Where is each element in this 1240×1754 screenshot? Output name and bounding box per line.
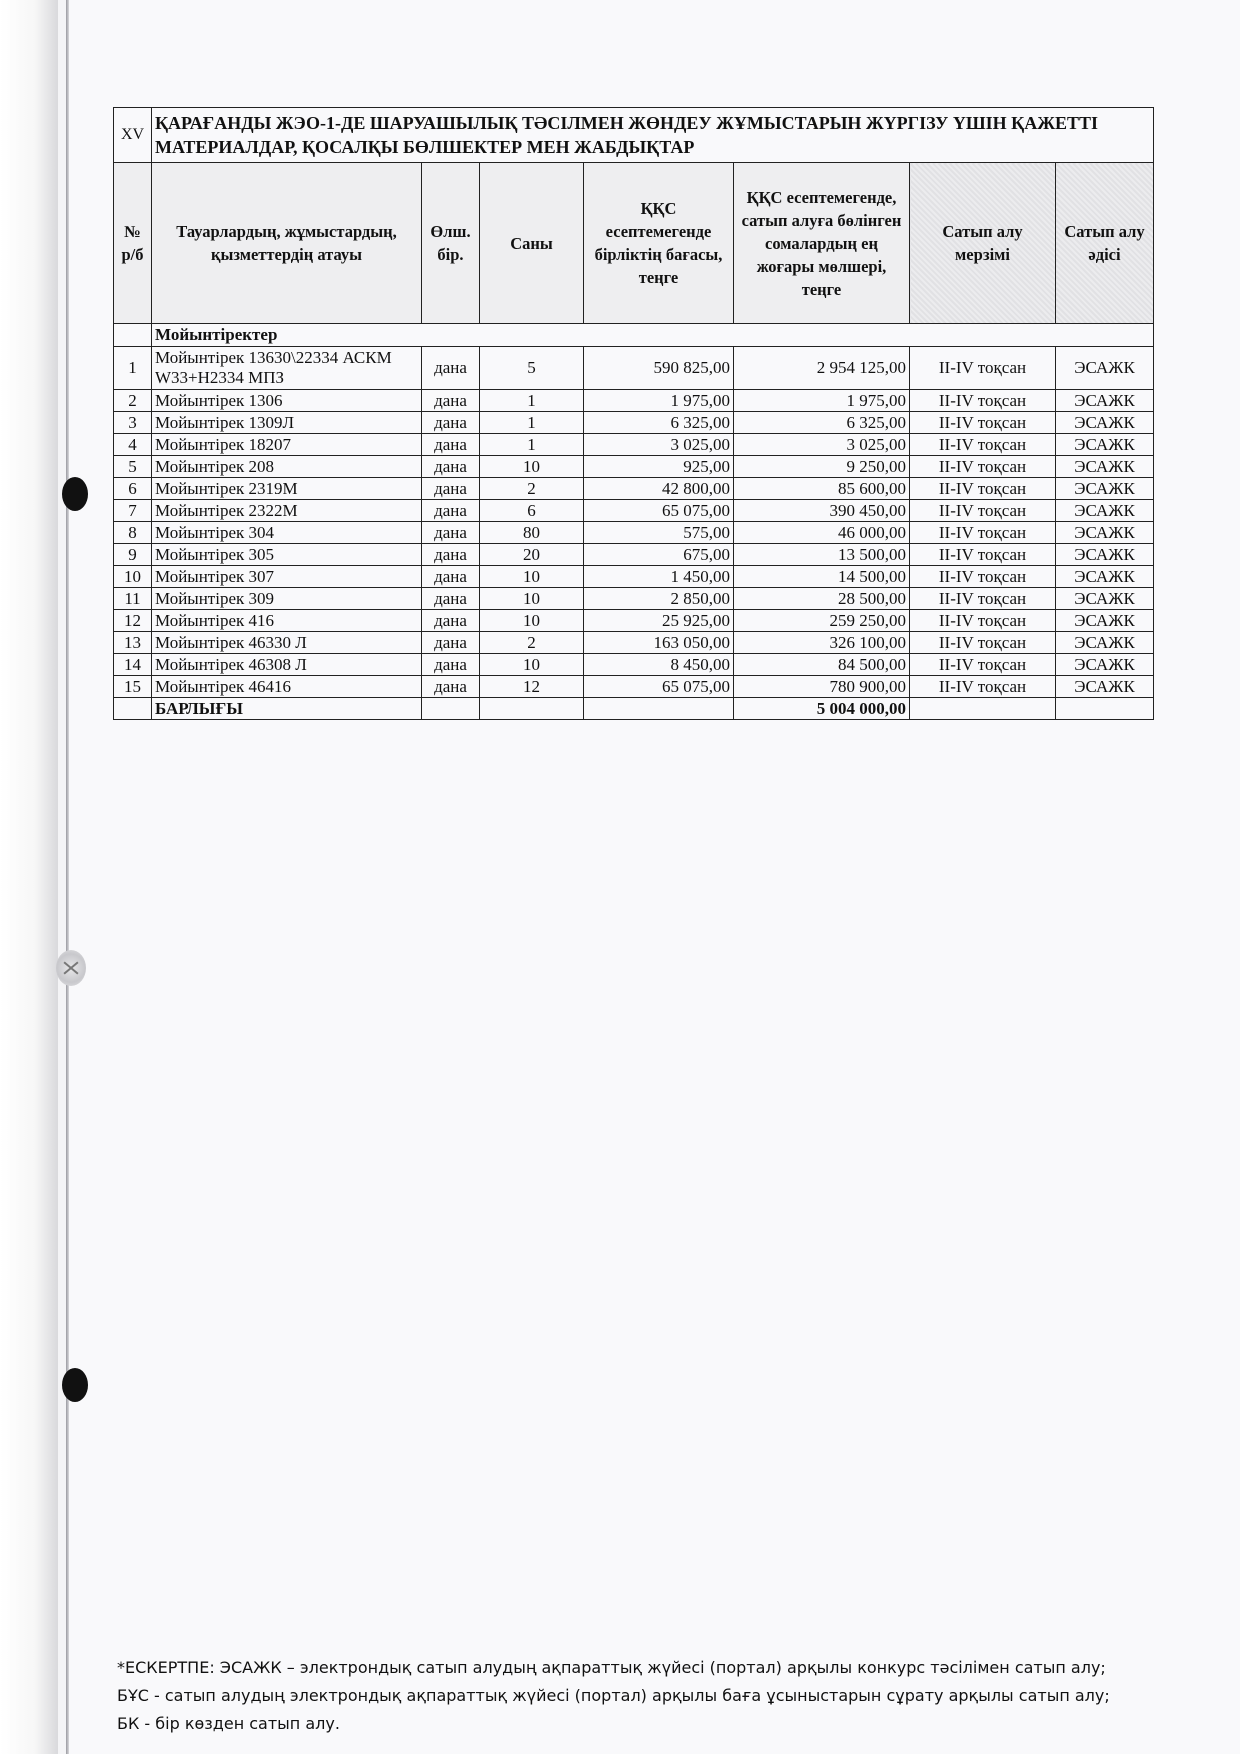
table-row [114,347,1154,390]
row-name: Мойынтірек 18207 [152,434,422,456]
row-num: 1 [114,347,152,390]
row-amount: 13 500,00 [734,544,910,566]
row-method: ЭСАЖК [1056,676,1154,698]
row-unit: дана [422,544,480,566]
row-unit: дана [422,347,480,390]
row-qty: 10 [480,610,584,632]
row-amount: 390 450,00 [734,500,910,522]
row-period: II-IV тоқсан [910,390,1056,412]
row-method: ЭСАЖК [1056,478,1154,500]
row-qty: 10 [480,566,584,588]
row-method: ЭСАЖК [1056,544,1154,566]
table-row [114,478,1154,500]
group-row [114,324,1154,347]
row-period: II-IV тоқсан [910,500,1056,522]
row-unit-price: 25 925,00 [584,610,734,632]
table-row [114,544,1154,566]
row-unit-price: 8 450,00 [584,654,734,676]
row-method: ЭСАЖК [1056,654,1154,676]
procurement-table [113,107,1154,720]
row-qty: 2 [480,632,584,654]
section-header-row [114,108,1154,163]
group-num-cell [114,324,152,347]
table-row [114,654,1154,676]
total-price-cell [584,698,734,720]
row-unit-price: 925,00 [584,456,734,478]
row-period: II-IV тоқсан [910,544,1056,566]
header-unit: Өлш. бір. [422,163,480,324]
row-name: Мойынтірек 1309Л [152,412,422,434]
header-method: Сатып алу әдісі [1056,163,1154,324]
row-num: 15 [114,676,152,698]
total-qty-cell [480,698,584,720]
row-method: ЭСАЖК [1056,522,1154,544]
punch-hole-bottom [62,1368,88,1402]
row-name: Мойынтірек 2319М [152,478,422,500]
row-unit-price: 675,00 [584,544,734,566]
row-amount: 28 500,00 [734,588,910,610]
row-name: Мойынтірек 307 [152,566,422,588]
row-period: II-IV тоқсан [910,412,1056,434]
row-amount: 259 250,00 [734,610,910,632]
row-unit-price: 42 800,00 [584,478,734,500]
row-num: 9 [114,544,152,566]
row-unit-price: 163 050,00 [584,632,734,654]
row-period: II-IV тоқсан [910,478,1056,500]
row-unit: дана [422,478,480,500]
row-amount: 1 975,00 [734,390,910,412]
row-amount: 780 900,00 [734,676,910,698]
row-num: 2 [114,390,152,412]
row-qty: 2 [480,478,584,500]
row-unit-price: 65 075,00 [584,676,734,698]
row-unit-price: 590 825,00 [584,347,734,390]
header-max-amount: ҚҚС есептемегенде, сатып алуға бөлінген сомалардың ең жоғары мөлшері, теңге [734,163,910,324]
group-label: Мойынтіректер [152,324,1154,347]
row-name: Мойынтірек 304 [152,522,422,544]
header-name: Тауарлардың, жұмыстардың, қызметтердің атауы [152,163,422,324]
section-title: ҚАРАҒАНДЫ ЖЭО-1-ДЕ ШАРУАШЫЛЫҚ ТӘСІЛМЕН ЖӨНДЕУ ЖҰМЫСТАРЫН ЖҮРГІЗУ ҮШІН ҚАЖЕТТІ МАТЕРИАЛДАР, ҚОСАЛҚЫ БӨЛШЕКТЕР МЕН ЖАБДЫҚТАР [152,108,1154,163]
row-method: ЭСАЖК [1056,566,1154,588]
row-amount: 326 100,00 [734,632,910,654]
row-name: Мойынтірек 13630\22334 АСКМ W33+H2334 МПЗ [152,347,422,390]
row-name: Мойынтірек 305 [152,544,422,566]
row-name: Мойынтірек 309 [152,588,422,610]
row-name: Мойынтірек 1306 [152,390,422,412]
row-name: Мойынтірек 46416 [152,676,422,698]
table-row [114,566,1154,588]
row-method: ЭСАЖК [1056,588,1154,610]
row-unit: дана [422,588,480,610]
row-num: 7 [114,500,152,522]
row-unit-price: 65 075,00 [584,500,734,522]
row-num: 8 [114,522,152,544]
total-method-cell [1056,698,1154,720]
row-unit-price: 1 450,00 [584,566,734,588]
row-name: Мойынтірек 2322М [152,500,422,522]
table-row [114,456,1154,478]
row-unit-price: 575,00 [584,522,734,544]
row-amount: 3 025,00 [734,434,910,456]
row-method: ЭСАЖК [1056,434,1154,456]
row-name: Мойынтірек 416 [152,610,422,632]
punch-hole-top [62,477,88,511]
row-amount: 6 325,00 [734,412,910,434]
row-amount: 14 500,00 [734,566,910,588]
row-amount: 85 600,00 [734,478,910,500]
row-unit: дана [422,500,480,522]
row-unit-price: 6 325,00 [584,412,734,434]
footnote-line-3: БК - бір көзден сатып алу. [117,1714,340,1733]
total-num-cell [114,698,152,720]
row-unit: дана [422,412,480,434]
row-period: II-IV тоқсан [910,434,1056,456]
row-name: Мойынтірек 208 [152,456,422,478]
header-num: № р/б [114,163,152,324]
row-period: II-IV тоқсан [910,522,1056,544]
section-number: XV [114,108,152,163]
row-qty: 10 [480,456,584,478]
row-num: 13 [114,632,152,654]
row-qty: 1 [480,390,584,412]
header-qty: Саны [480,163,584,324]
row-unit: дана [422,632,480,654]
table-row [114,610,1154,632]
row-num: 11 [114,588,152,610]
footnote-line-2: БҰС - сатып алудың электрондық ақпараттық жүйесі (портал) арқылы баға ұсыныстарын сұрату арқылы сатып алу; [117,1686,1110,1705]
row-method: ЭСАЖК [1056,610,1154,632]
row-amount: 2 954 125,00 [734,347,910,390]
total-amount: 5 004 000,00 [734,698,910,720]
row-num: 4 [114,434,152,456]
row-amount: 84 500,00 [734,654,910,676]
footnote [117,1654,1177,1738]
table-row [114,676,1154,698]
row-qty: 5 [480,347,584,390]
row-qty: 10 [480,654,584,676]
row-unit: дана [422,434,480,456]
row-amount: 46 000,00 [734,522,910,544]
row-unit-price: 3 025,00 [584,434,734,456]
row-unit: дана [422,676,480,698]
row-method: ЭСАЖК [1056,390,1154,412]
row-qty: 1 [480,434,584,456]
row-method: ЭСАЖК [1056,456,1154,478]
table-row [114,390,1154,412]
table-row [114,500,1154,522]
header-period: Сатып алу мерзімі [910,163,1056,324]
row-period: II-IV тоқсан [910,610,1056,632]
table-row [114,632,1154,654]
row-period: II-IV тоқсан [910,632,1056,654]
row-name: Мойынтірек 46330 Л [152,632,422,654]
table-row [114,434,1154,456]
footnote-line-1: *ЕСКЕРТПЕ: ЭСАЖК – электрондық сатып алудың ақпараттық жүйесі (портал) арқылы конкурс тәсілімен сатып алу; [117,1658,1106,1677]
row-period: II-IV тоқсан [910,654,1056,676]
row-num: 14 [114,654,152,676]
row-method: ЭСАЖК [1056,632,1154,654]
row-unit-price: 1 975,00 [584,390,734,412]
page-left-margin [0,0,58,1754]
table-row [114,588,1154,610]
row-unit: дана [422,610,480,632]
row-qty: 12 [480,676,584,698]
row-unit: дана [422,654,480,676]
table-row [114,412,1154,434]
row-unit: дана [422,522,480,544]
row-num: 3 [114,412,152,434]
row-unit: дана [422,566,480,588]
row-period: II-IV тоқсан [910,588,1056,610]
row-qty: 20 [480,544,584,566]
row-method: ЭСАЖК [1056,412,1154,434]
row-qty: 10 [480,588,584,610]
row-name: Мойынтірек 46308 Л [152,654,422,676]
total-label: БАРЛЫҒЫ [152,698,422,720]
row-qty: 6 [480,500,584,522]
binding-edge [66,0,69,1754]
row-num: 12 [114,610,152,632]
row-unit: дана [422,390,480,412]
row-num: 5 [114,456,152,478]
row-period: II-IV тоқсан [910,676,1056,698]
row-qty: 80 [480,522,584,544]
staple-clip [56,950,86,986]
row-qty: 1 [480,412,584,434]
column-header-row [114,163,1154,324]
row-period: II-IV тоқсан [910,566,1056,588]
row-num: 6 [114,478,152,500]
row-unit-price: 2 850,00 [584,588,734,610]
total-period-cell [910,698,1056,720]
table-row [114,522,1154,544]
row-period: II-IV тоқсан [910,456,1056,478]
row-num: 10 [114,566,152,588]
row-method: ЭСАЖК [1056,500,1154,522]
header-unit-price: ҚҚС есептемегенде бірліктің бағасы, теңге [584,163,734,324]
total-row [114,698,1154,720]
row-unit: дана [422,456,480,478]
row-period: II-IV тоқсан [910,347,1056,390]
row-amount: 9 250,00 [734,456,910,478]
total-unit-cell [422,698,480,720]
row-method: ЭСАЖК [1056,347,1154,390]
